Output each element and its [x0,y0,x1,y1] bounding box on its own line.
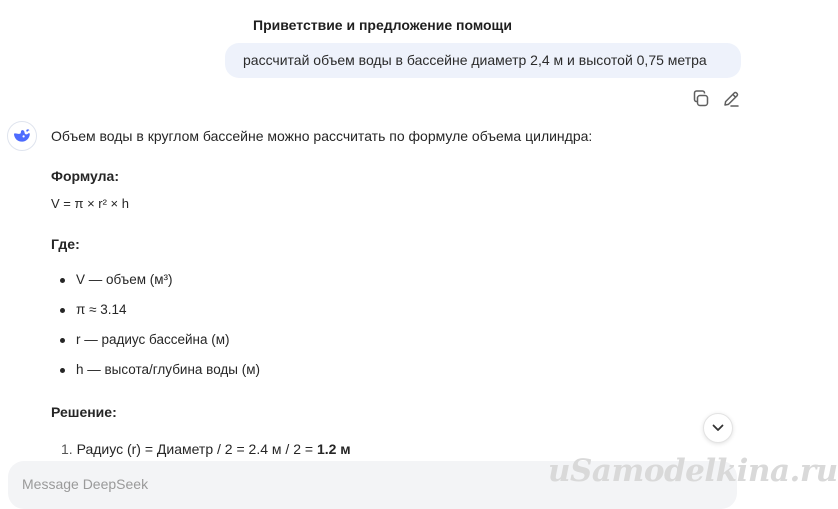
where-heading: Где: [51,236,80,252]
list-item: h — высота/глубина воды (м) [51,360,731,390]
solution-heading: Решение: [51,404,117,420]
variables-list [51,270,731,390]
chevron-down-icon [712,424,724,432]
step-number: 1. [61,441,73,457]
list-item: π ≈ 3.14 [51,300,731,330]
deepseek-whale-icon [13,128,31,144]
list-item: r — радиус бассейна (м) [51,330,731,360]
message-input[interactable] [12,473,532,495]
copy-icon[interactable] [691,89,711,109]
answer-intro: Объем воды в круглом бассейне можно рассчитать по формуле объема цилиндра: [51,128,593,144]
formula-heading: Формула: [51,168,119,184]
message-actions [691,89,741,109]
formula: V = π × r² × h [51,196,129,211]
step-text: Радиус (r) = Диаметр / 2 = 2.4 м / 2 = [76,441,317,457]
scroll-down-button[interactable] [703,413,733,443]
step-result: 1.2 м [316,441,351,457]
edit-icon[interactable] [721,89,741,109]
chat-title: Приветствие и предложение помощи [253,17,512,33]
user-message: рассчитай объем воды в бассейне диаметр 2,4 м и высотой 0,75 метра [225,43,741,78]
watermark: uSamodelkina.ru [548,453,838,489]
assistant-avatar [7,121,37,151]
list-item: V — объем (м³) [51,270,731,300]
assistant-answer [51,126,731,459]
